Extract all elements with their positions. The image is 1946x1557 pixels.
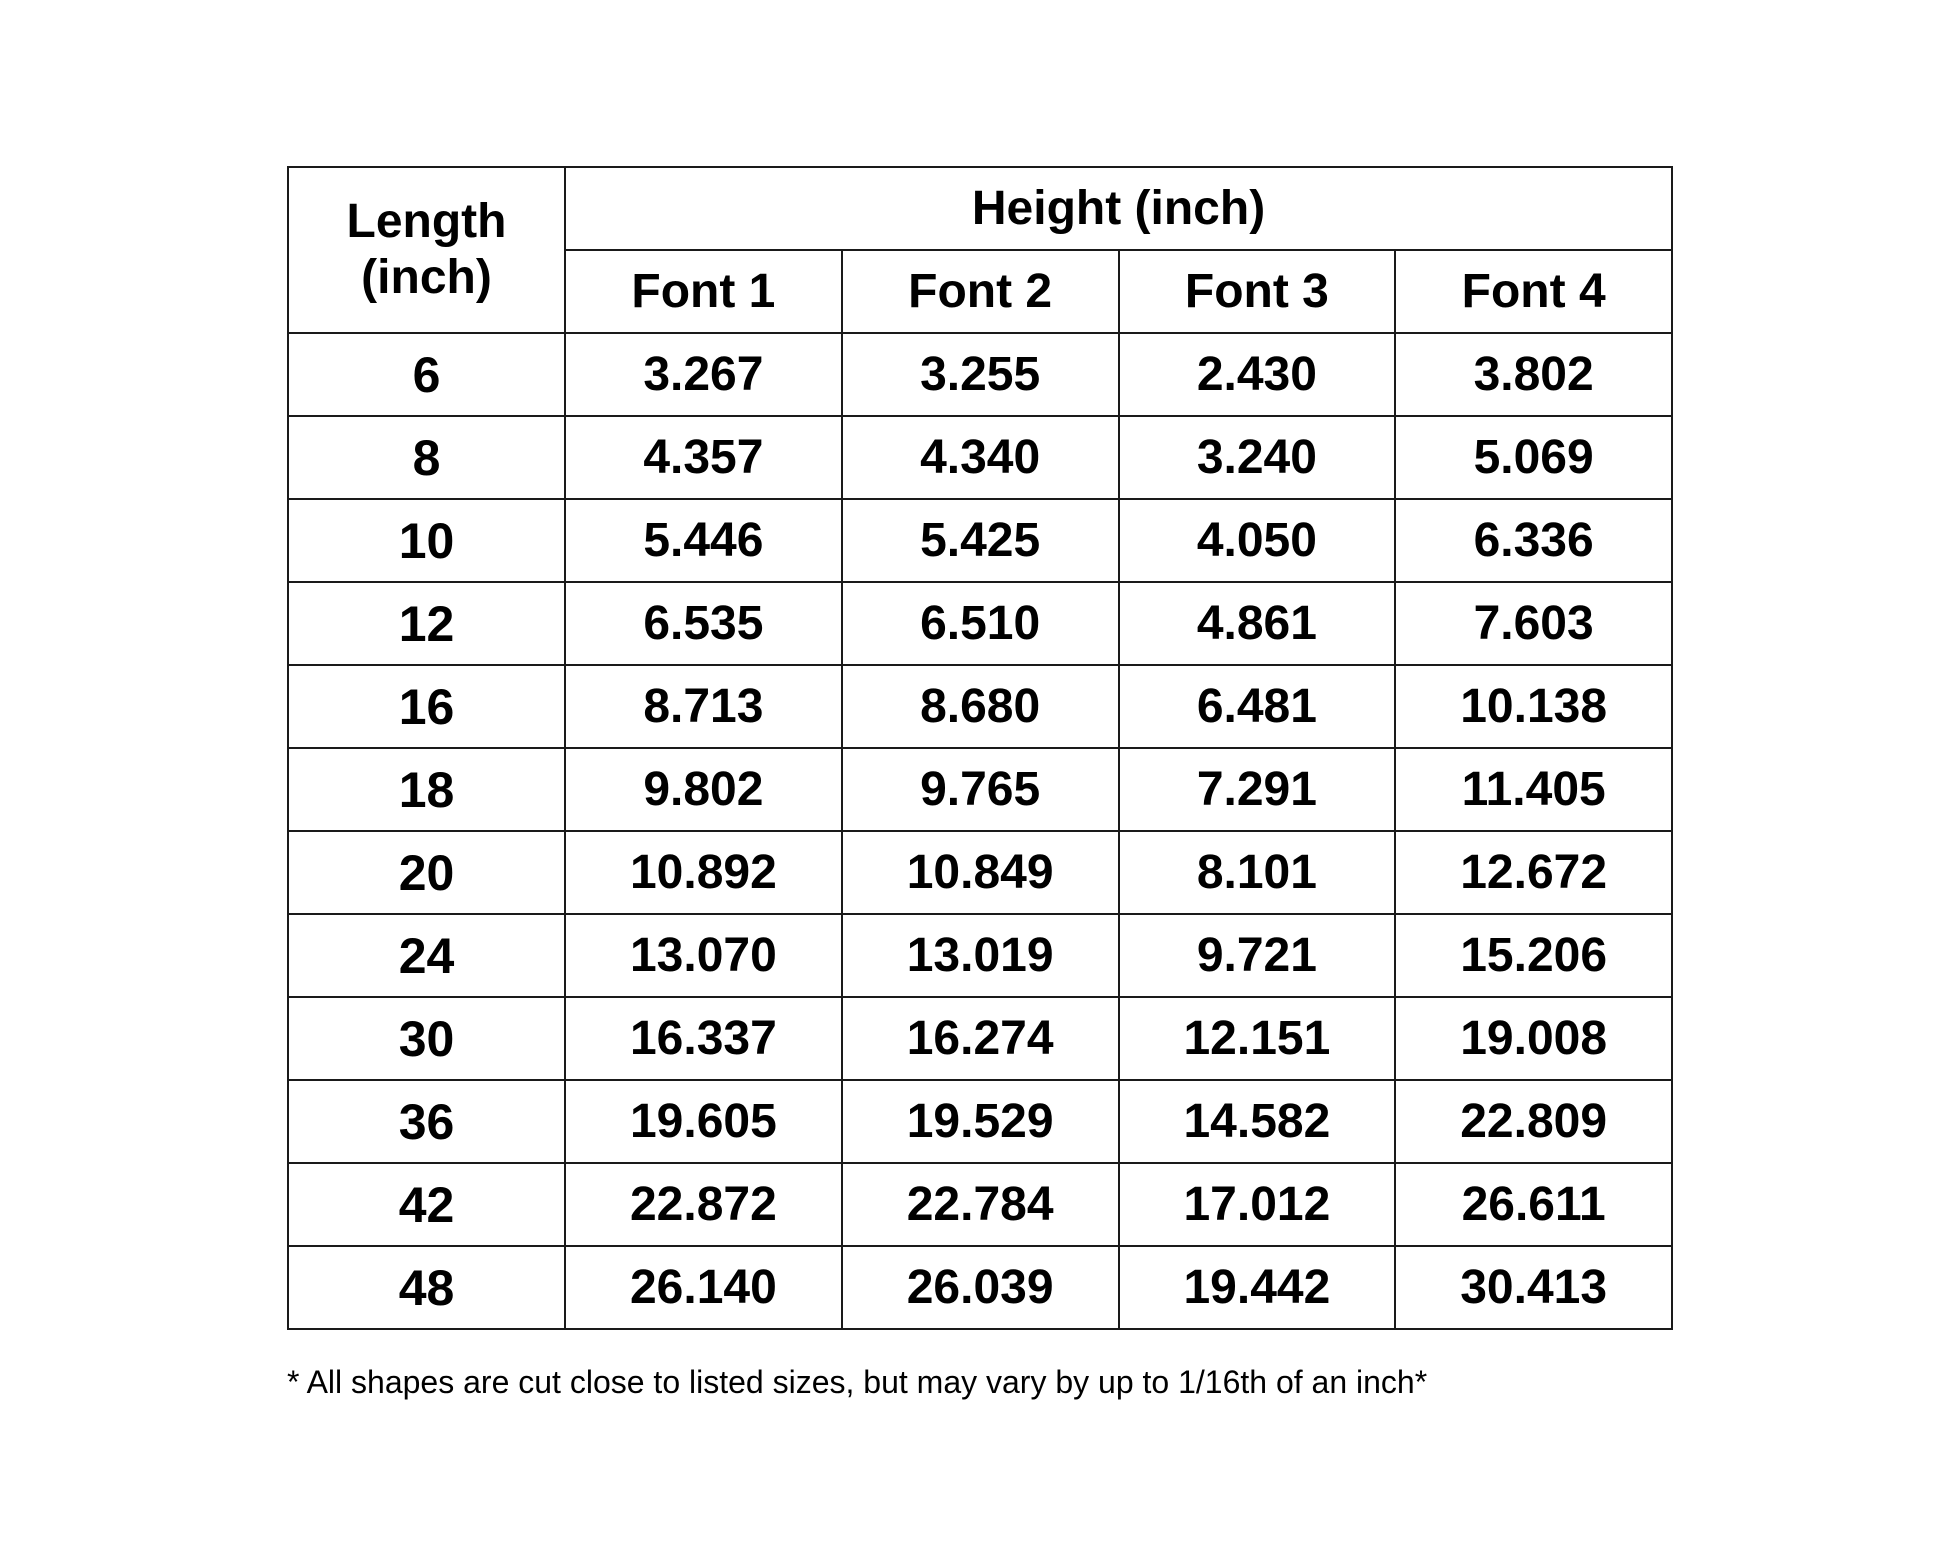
font-2-cell: 26.039 bbox=[842, 1246, 1119, 1329]
font-4-cell: 15.206 bbox=[1395, 914, 1672, 997]
font-4-cell: 11.405 bbox=[1395, 748, 1672, 831]
length-cell: 16 bbox=[288, 665, 565, 748]
font-2-cell: 5.425 bbox=[842, 499, 1119, 582]
table-row bbox=[288, 1163, 1672, 1246]
font-4-cell: 10.138 bbox=[1395, 665, 1672, 748]
table-row bbox=[288, 499, 1672, 582]
font-4-cell: 26.611 bbox=[1395, 1163, 1672, 1246]
font-3-cell: 17.012 bbox=[1119, 1163, 1396, 1246]
font-1-cell: 5.446 bbox=[565, 499, 842, 582]
length-column-header bbox=[288, 167, 565, 333]
font-4-cell: 12.672 bbox=[1395, 831, 1672, 914]
font-1-cell: 16.337 bbox=[565, 997, 842, 1080]
font-3-cell: 9.721 bbox=[1119, 914, 1396, 997]
table-row bbox=[288, 997, 1672, 1080]
length-cell: 8 bbox=[288, 416, 565, 499]
font-2-cell: 13.019 bbox=[842, 914, 1119, 997]
table-row bbox=[288, 748, 1672, 831]
font-1-cell: 9.802 bbox=[565, 748, 842, 831]
font-2-header: Font 2 bbox=[842, 250, 1119, 333]
font-1-cell: 6.535 bbox=[565, 582, 842, 665]
font-3-cell: 19.442 bbox=[1119, 1246, 1396, 1329]
font-2-cell: 6.510 bbox=[842, 582, 1119, 665]
height-group-header: Height (inch) bbox=[565, 167, 1672, 250]
font-3-cell: 4.050 bbox=[1119, 499, 1396, 582]
font-2-cell: 10.849 bbox=[842, 831, 1119, 914]
font-4-header: Font 4 bbox=[1395, 250, 1672, 333]
font-2-cell: 8.680 bbox=[842, 665, 1119, 748]
table-row bbox=[288, 665, 1672, 748]
table-row bbox=[288, 582, 1672, 665]
footnote: * All shapes are cut close to listed sizes, but may vary by up to 1/16th of an inch* bbox=[287, 1364, 1428, 1400]
font-4-cell: 19.008 bbox=[1395, 997, 1672, 1080]
font-1-cell: 13.070 bbox=[565, 914, 842, 997]
length-header-line2: (inch) bbox=[361, 251, 492, 304]
font-4-cell: 3.802 bbox=[1395, 333, 1672, 416]
font-1-cell: 26.140 bbox=[565, 1246, 842, 1329]
table-header bbox=[288, 167, 1672, 333]
font-1-cell: 22.872 bbox=[565, 1163, 842, 1246]
font-3-cell: 14.582 bbox=[1119, 1080, 1396, 1163]
font-4-cell: 5.069 bbox=[1395, 416, 1672, 499]
font-3-cell: 3.240 bbox=[1119, 416, 1396, 499]
font-3-cell: 2.430 bbox=[1119, 333, 1396, 416]
font-2-cell: 19.529 bbox=[842, 1080, 1119, 1163]
font-1-cell: 10.892 bbox=[565, 831, 842, 914]
font-2-cell: 4.340 bbox=[842, 416, 1119, 499]
table-body bbox=[288, 333, 1672, 1329]
font-3-header: Font 3 bbox=[1119, 250, 1396, 333]
font-3-cell: 7.291 bbox=[1119, 748, 1396, 831]
font-1-header: Font 1 bbox=[565, 250, 842, 333]
font-2-cell: 3.255 bbox=[842, 333, 1119, 416]
table-row bbox=[288, 1080, 1672, 1163]
font-4-cell: 7.603 bbox=[1395, 582, 1672, 665]
font-3-cell: 12.151 bbox=[1119, 997, 1396, 1080]
table-row bbox=[288, 831, 1672, 914]
font-3-cell: 4.861 bbox=[1119, 582, 1396, 665]
length-cell: 10 bbox=[288, 499, 565, 582]
font-1-cell: 4.357 bbox=[565, 416, 842, 499]
length-cell: 18 bbox=[288, 748, 565, 831]
length-cell: 6 bbox=[288, 333, 565, 416]
length-cell: 24 bbox=[288, 914, 565, 997]
font-2-cell: 22.784 bbox=[842, 1163, 1119, 1246]
font-1-cell: 19.605 bbox=[565, 1080, 842, 1163]
size-chart-table bbox=[287, 166, 1673, 1330]
length-cell: 30 bbox=[288, 997, 565, 1080]
font-1-cell: 8.713 bbox=[565, 665, 842, 748]
length-header-line1: Length bbox=[346, 195, 507, 248]
table-row bbox=[288, 416, 1672, 499]
font-4-cell: 22.809 bbox=[1395, 1080, 1672, 1163]
font-4-cell: 6.336 bbox=[1395, 499, 1672, 582]
font-3-cell: 6.481 bbox=[1119, 665, 1396, 748]
font-2-cell: 9.765 bbox=[842, 748, 1119, 831]
length-cell: 42 bbox=[288, 1163, 565, 1246]
table-row bbox=[288, 333, 1672, 416]
length-cell: 48 bbox=[288, 1246, 565, 1329]
table-row bbox=[288, 914, 1672, 997]
header-row-group bbox=[288, 167, 1672, 250]
length-cell: 20 bbox=[288, 831, 565, 914]
length-cell: 36 bbox=[288, 1080, 565, 1163]
font-2-cell: 16.274 bbox=[842, 997, 1119, 1080]
length-cell: 12 bbox=[288, 582, 565, 665]
font-1-cell: 3.267 bbox=[565, 333, 842, 416]
table-row bbox=[288, 1246, 1672, 1329]
font-3-cell: 8.101 bbox=[1119, 831, 1396, 914]
font-4-cell: 30.413 bbox=[1395, 1246, 1672, 1329]
